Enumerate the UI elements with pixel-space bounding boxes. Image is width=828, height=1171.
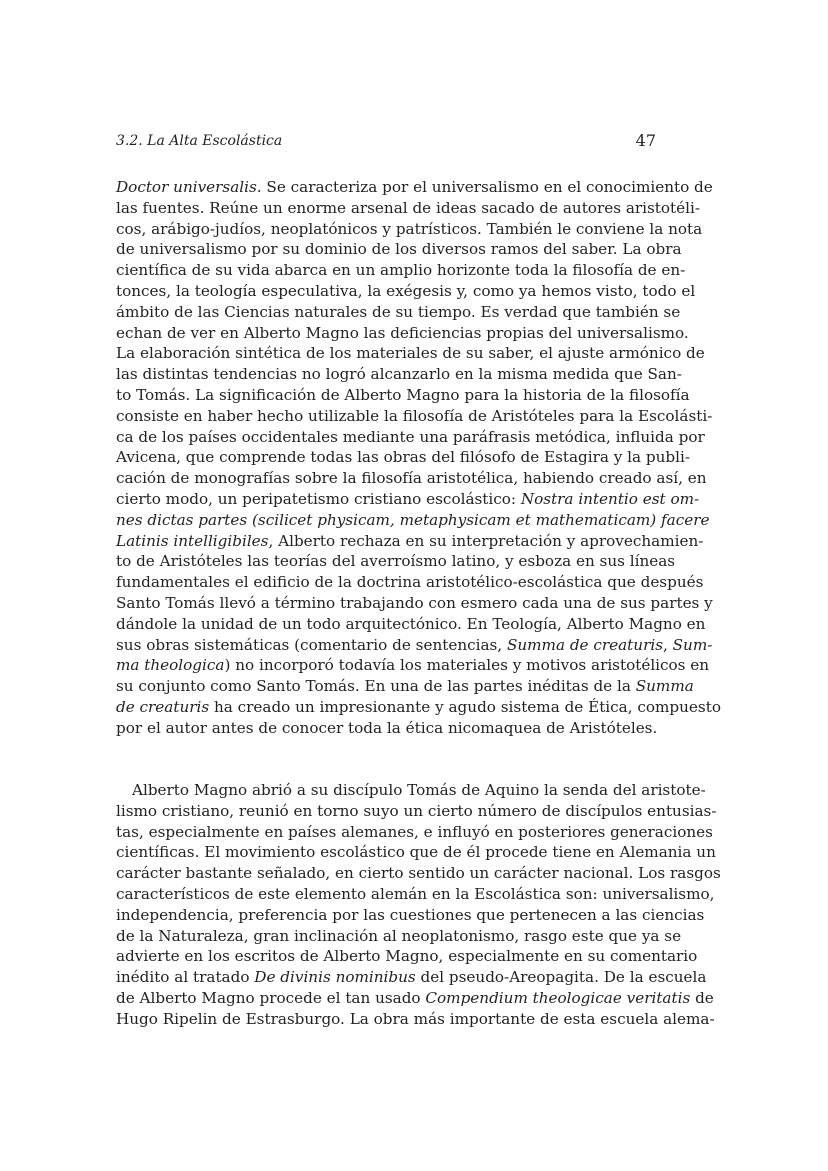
text-segment: cación de monografías sobre la filosofía aristotélica, habiendo creado así, en [116,469,707,488]
text-line [116,302,681,323]
text-line [116,427,705,448]
text-segment: Se caracteriza por el universalismo en el conocimiento de [261,178,713,196]
text-segment: del pseudo-Areopagita. De la escuela [415,968,707,987]
text-segment: de [690,988,714,1007]
italic-text: de creaturis [116,697,210,716]
text-segment: de Alberto Magno procede el tan usado [116,988,426,1007]
text-segment: La elaboración sintética de los materiales de su saber, el ajuste armónico de [116,344,705,363]
text-line [116,905,705,926]
text-line [116,281,696,302]
text-line [116,468,707,489]
text-segment: dándole la unidad de un todo arquitectónico. En Teología, Alberto Magno en [116,614,706,633]
text-segment: to de Aristóteles las teorías del averroísmo latino, y esboza en sus líneas [116,552,676,571]
text-segment: Avicena, que comprende todas las obras del filósofo de Estagira y la publi- [116,448,690,467]
italic-text: Compendium theologicae veritatis [425,988,691,1007]
text-segment: carácter bastante señalado, en cierto sentido un carácter nacional. Los rasgos [116,864,721,883]
text-line [116,406,713,427]
text-segment: científicas. El movimiento escolástico que de él procede tiene en Alemania un [116,843,716,862]
text-segment: de universalismo por su dominio de los diversos ramos del saber. La obra [116,240,682,259]
italic-text: Sum- [672,635,713,654]
text-line [116,239,682,260]
text-line [116,323,689,344]
text-segment: to Tomás. La significación de Alberto Magno para la historia de la filosofía [116,385,690,404]
text-segment: ) no incorporó todavía los materiales y motivos aristotélicos en [224,656,710,675]
text-segment: ha creado un impresionante y agudo sistema de Ética, compuesto [209,697,721,716]
italic-text: De divinis nominibus [254,968,416,987]
text-line [116,655,710,676]
italic-text: ma theologica [116,656,225,675]
text-line [116,531,704,552]
text-segment: ca de los países occidentales mediante una paráfrasis metódica, influida por [116,427,705,446]
text-line [116,718,656,739]
text-line [116,510,710,531]
text-line [116,926,682,947]
text-segment: cierto modo, un peripatetismo cristiano escolástico: [116,489,521,508]
text-line [116,364,682,385]
text-line [116,177,713,198]
text-line [116,489,700,510]
text-segment: consiste en haber hecho utilizable la filosofía de Aristóteles para la Escolásti- [116,406,713,425]
text-line [116,635,713,656]
text-segment: lismo cristiano, reunió en torno suyo un cierto número de discípulos entusias- [116,801,717,820]
text-segment: de la Naturaleza, gran inclinación al neoplatonismo, rasgo este que ya se [116,926,682,945]
text-line [116,697,721,718]
page-number: 47 [635,131,656,150]
text-segment: característicos de este elemento alemán en la Escolástica son: universalismo, [116,884,715,903]
text-line [116,967,707,988]
italic-text: Nostra intentio est om- [520,489,700,508]
text-segment: cos, arábigo-judíos, neoplatónicos y patrísticos. También le conviene la nota [116,219,703,238]
text-line [116,822,713,843]
text-segment: tas, especialmente en países alemanes, e influyó en posteriores generaciones [116,822,713,841]
text-segment: fundamentales el edificio de la doctrina aristotélico-escolástica que después [116,573,704,592]
text-line [116,863,721,884]
text-line [116,385,690,406]
text-line [116,946,698,967]
page-header [116,133,656,155]
text-segment: Hugo Ripelin de Estrasburgo. La obra más importante de esta escuela alema- [116,1009,715,1028]
text-segment: las fuentes. Reúne un enorme arsenal de ideas sacado de autores aristotéli- [116,198,700,217]
text-line [116,801,717,822]
paragraph-1 [116,177,721,739]
text-line [116,260,686,281]
text-line [116,343,705,364]
text-line [116,551,676,572]
text-segment: , [662,635,673,654]
text-line [116,676,694,697]
text-line [116,572,704,593]
text-segment: Alberto Magno abrió a su discípulo Tomás de Aquino la senda del aristote- [132,781,706,799]
text-line [116,198,700,219]
text-line [116,219,703,240]
text-line [116,884,715,905]
text-segment: tonces, la teología especulativa, la exégesis y, como ya hemos visto, todo el [116,281,696,300]
text-line [116,593,713,614]
text-segment: las distintas tendencias no logró alcanzarlo en la misma medida que San- [116,365,682,384]
text-segment: científica de su vida abarca en un amplio horizonte toda la filosofía de en- [116,261,686,280]
text-segment: independencia, preferencia por las cuestiones que pertenecen a las ciencias [116,905,705,924]
text-segment: echan de ver en Alberto Magno las deficiencias propias del universalismo. [116,323,689,342]
text-line [116,988,714,1009]
running-head: 3.2. La Alta Escolástica [116,133,283,149]
text-line [116,780,706,801]
italic-text: Summa de creaturis [506,635,663,654]
text-segment: advierte en los escritos de Alberto Magno, especialmente en su comentario [116,947,698,966]
text-line [116,1009,715,1030]
text-segment: , Alberto rechaza en su interpretación y aprovechamien- [268,531,704,550]
italic-text: nes dictas partes (scilicet physicam, metaphysicam et mathematicam) facere [116,510,710,529]
text-line [116,614,706,635]
italic-text: Doctor universalis. [116,178,262,196]
text-segment: sus obras sistemáticas (comentario de sentencias, [116,635,507,654]
text-segment: su conjunto como Santo Tomás. En una de las partes inéditas de la [116,677,636,696]
text-segment: por el autor antes de conocer toda la ética nicomaquea de Aristóteles. [116,718,658,737]
text-segment: ámbito de las Ciencias naturales de su tiempo. Es verdad que también se [116,302,681,321]
italic-text: Latinis intelligibiles [116,531,269,550]
paragraph-2 [116,780,721,1030]
text-line [116,842,716,863]
text-segment: Santo Tomás llevó a término trabajando con esmero cada una de sus partes y [116,593,713,612]
text-line [116,447,690,468]
italic-text: Summa [635,677,694,696]
text-segment: inédito al tratado [116,968,255,987]
